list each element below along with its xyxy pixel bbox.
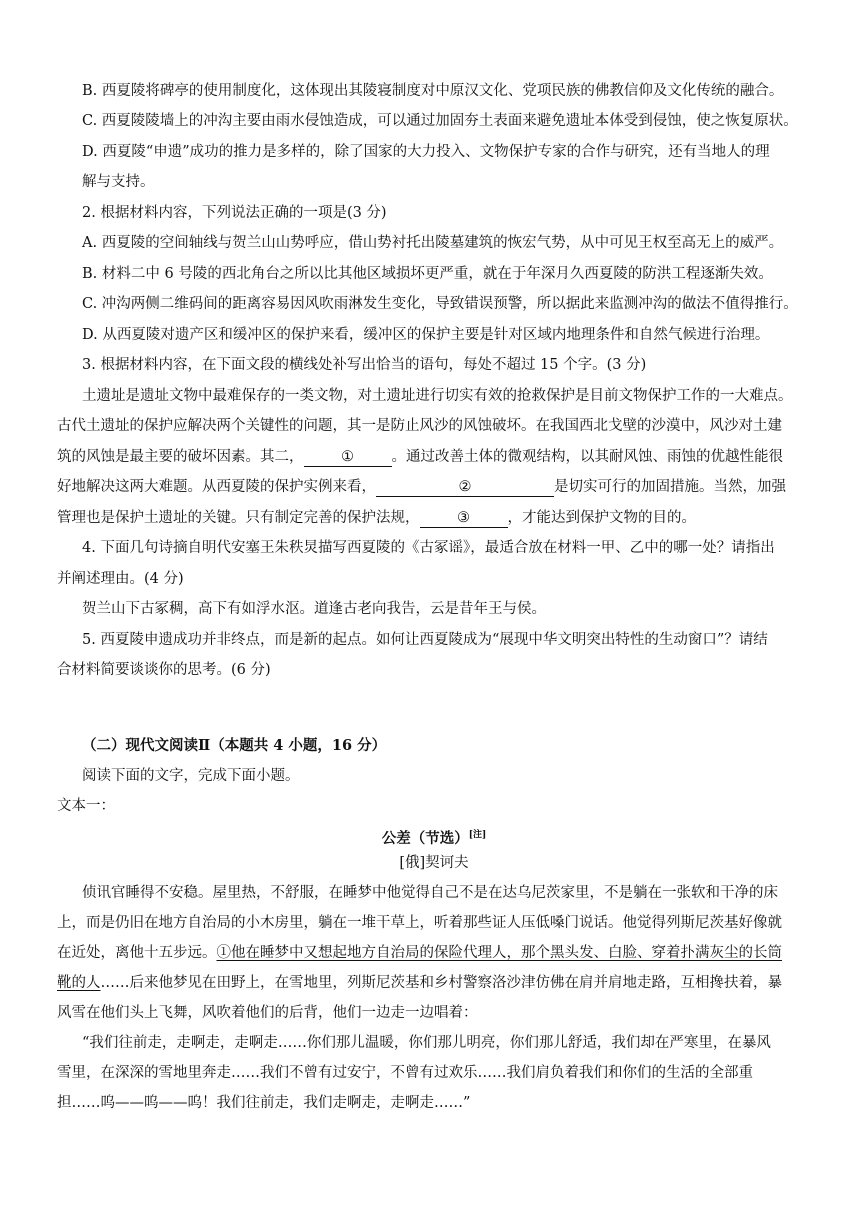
q3-passage-line2: 古代土遗址的保护应解决两个关键性的问题，其一是防止风沙的风蚀破坏。在我国西北戈壁的沙漠中，风沙对土建 <box>57 418 782 434</box>
q1-option-c: C. 西夏陵陵墙上的冲沟主要由雨水侵蚀造成，可以通过加固夯土表面来避免遗址本体受到侵蚀，使之恢复原状。 <box>82 113 798 129</box>
q3-passage-line3 <box>57 447 783 467</box>
q5-stem-line2: 合材料简要谈谈你的思考。(6 分) <box>57 662 271 678</box>
underlined-sentence-1: ①他在睡梦中又想起地方自治局的保险代理人，那个黑头发、白脸、穿着扑满灰尘的长筒 <box>216 945 782 961</box>
story-body-text: ……后来他梦见在田野上，在雪地里，列斯尼茨基和乡村警察洛沙津仿佛在肩并肩地走路，互相搀扶着，暴 <box>100 975 782 991</box>
blank-1[interactable]: ① <box>304 448 392 467</box>
section-instruction: 阅读下面的文字，完成下面小题。 <box>82 768 300 784</box>
story-body-line4 <box>57 973 782 993</box>
q4-stem-line2: 并阐述理由。(4 分) <box>57 571 184 587</box>
story-song-line2: 雪里，在深深的雪地里奔走……我们不曾有过安宁，不曾有过欢乐……我们肩负着我们和你们的生活的全部重 <box>57 1065 753 1081</box>
q3-passage-line5 <box>57 508 696 528</box>
q3-passage-text: 好地解决这两大难题。从西夏陵的保护实例来看， <box>57 479 376 495</box>
underlined-sentence-1-end: 靴的人 <box>57 975 101 991</box>
q3-passage-line1: 土遗址是遗址文物中最难保存的一类文物，对土遗址进行切实有效的抢救保护是目前文物保护工作的一大难点。 <box>82 388 793 404</box>
q3-passage-text: 。通过改善土体的微观结构，以其耐风蚀、雨蚀的优越性能很 <box>391 449 783 465</box>
q2-option-c: C. 冲沟两侧二维码间的距离容易因风吹雨淋发生变化，导致错误预警，所以据此来监测冲沟的做法不值得推行。 <box>82 296 798 312</box>
q4-poem: 贺兰山下古冢稠，高下有如浮水沤。道逢古老向我告，云是昔年王与侯。 <box>82 601 546 617</box>
q3-passage-line4 <box>57 477 786 497</box>
story-body-line2: 上，而是仍旧在地方自治局的小木房里，躺在一堆干草上，听着那些证人压低嗓门说话。他觉得列斯尼茨基好像就 <box>57 915 782 931</box>
title-note-marker: [注] <box>468 830 487 840</box>
q3-passage-text: ，才能达到保护文物的目的。 <box>507 510 696 526</box>
q3-passage-text: 是切实可行的加固措施。当然，加强 <box>554 479 786 495</box>
q1-option-d-line2: 解与支持。 <box>82 174 155 190</box>
q5-stem-line1: 5. 西夏陵申遗成功并非终点，而是新的起点。如何让西夏陵成为“展现中华文明突出特性的生动窗口”？请结 <box>82 632 768 648</box>
text-label: 文本一： <box>57 798 115 814</box>
story-song-line1: “我们往前走，走啊走，走啊走……你们那儿温暖，你们那儿明亮，你们那儿舒适，我们却在严寒里，在暴风 <box>82 1035 771 1051</box>
blank-3[interactable]: ③ <box>420 509 508 528</box>
story-body-line5: 风雪在他们头上飞舞，风吹着他们的后背，他们一边走一边唱着： <box>57 1005 478 1021</box>
q2-option-a: A. 西夏陵的空间轴线与贺兰山山势呼应，借山势衬托出陵墓建筑的恢宏气势，从中可见王权至高无上的威严。 <box>82 235 784 251</box>
q4-stem-line1: 4. 下面几句诗摘自明代安塞王朱秩炅描写西夏陵的《古冢谣》，最适合放在材料一甲、乙中的哪一处？请指出 <box>82 540 775 556</box>
section-heading: （二）现代文阅读Ⅱ（本题共 4 小题，16 分） <box>82 737 387 754</box>
story-song-line3: 担……呜——呜——呜！我们往前走，我们走啊走，走啊走……” <box>57 1095 471 1111</box>
story-body-line1: 侦讯官睡得不安稳。屋里热，不舒服，在睡梦中他觉得自己不是在达乌尼茨家里，不是躺在一张软和干净的床 <box>82 885 778 901</box>
q2-option-d: D. 从西夏陵对遗产区和缓冲区的保护来看，缓冲区的保护主要是针对区域内地理条件和自然气候进行治理。 <box>82 327 770 343</box>
q2-stem: 2. 根据材料内容，下列说法正确的一项是(3 分) <box>82 205 387 221</box>
story-author: [俄]契诃夫 <box>399 855 469 871</box>
story-body-line3 <box>57 943 782 963</box>
story-title <box>0 825 868 849</box>
blank-2[interactable]: ② <box>376 478 554 497</box>
q2-option-b: B. 材料二中 6 号陵的西北角台之所以比其他区域损坏更严重，就在于年深月久西夏陵的防洪工程逐渐失效。 <box>82 266 773 282</box>
q3-passage-text: 管理也是保护土遗址的关键。只有制定完善的保护法规， <box>57 510 420 526</box>
q3-passage-text: 筑的风蚀是最主要的破坏因素。其二， <box>57 449 304 465</box>
q1-option-d-line1: D. 西夏陵“申遗”成功的推力是多样的，除了国家的大力投入、文物保护专家的合作与研究，还有当地人的理 <box>82 144 770 160</box>
q3-stem: 3. 根据材料内容，在下面文段的横线处补写出恰当的语句，每处不超过 15 个字。(3 分) <box>82 357 647 373</box>
story-body-text: 在近处，离他十五步远。 <box>57 945 217 961</box>
q1-option-b: B. 西夏陵将碑亭的使用制度化，这体现出其陵寝制度对中原汉文化、党项民族的佛教信仰及文化传统的融合。 <box>82 83 784 99</box>
story-title-text: 公差（节选） <box>381 829 469 847</box>
